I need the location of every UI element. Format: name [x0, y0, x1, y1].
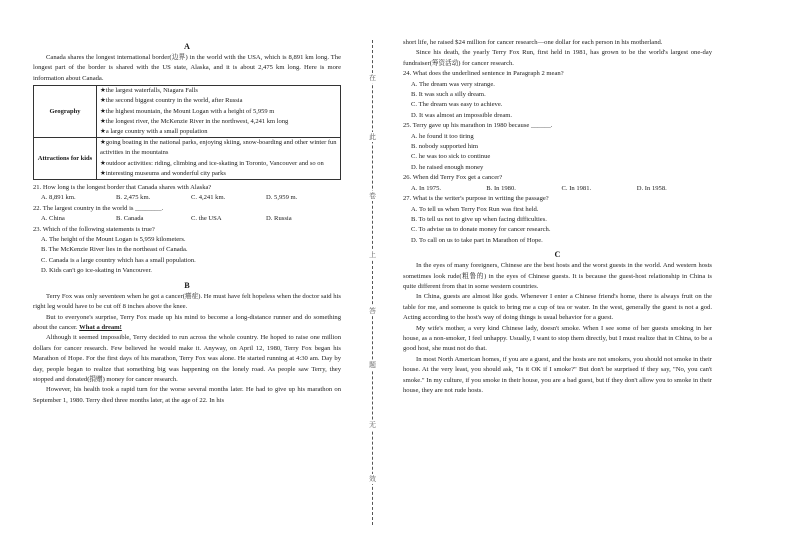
section-b-para1: Terry Fox was only seventeen when he got a cancer(癌症). He must have felt hopeless when the doctor said his right leg would have to be cut off 8 inches above the knee.: [33, 292, 341, 311]
option: D. he raised enough money: [411, 163, 484, 171]
option: C. Canada is a large country which has a small population.: [41, 256, 196, 264]
para2-text: But to everyone's surprise, Terry Fox made up his mind to become a long-distance runner and do something about the cancer.: [33, 313, 341, 331]
option: A. he found it too tiring: [411, 132, 474, 140]
option: A. 8,891 km.: [41, 194, 76, 202]
option: B. It was such a silly dream.: [411, 91, 486, 99]
section-c-para1: In the eyes of many foreigners, Chinese are the best hosts and the worst guests in the world. And western hosts sometimes look rude(粗鲁的) in the eyes of Chinese guests. It is because the guest-host relationship in China is quite different from that in some western countries.: [403, 262, 712, 290]
binding-char: 上: [369, 251, 376, 259]
binding-char: 答: [369, 307, 376, 315]
question-27: 27. What is the writer's purpose in writing the passage?: [403, 195, 549, 203]
binding-char: 无: [369, 421, 376, 429]
underlined-sentence: What a dream!: [79, 323, 122, 331]
question-22-options: [33, 214, 341, 224]
table-row-items: [97, 86, 341, 138]
option: D. It was almost an impossible dream.: [411, 111, 513, 119]
option: B. nobody supported him: [411, 143, 479, 151]
table-row-items: [97, 138, 341, 180]
section-b-para4: However, his health took a rapid turn for the worse several months later. He had to give up his marathon on September 1, 1980. Terry died three months later, at the age of 22. In his: [33, 386, 341, 404]
section-a-heading: A: [184, 42, 190, 51]
table-row-label: Attractions for kids: [34, 138, 97, 180]
binding-char: 在: [369, 74, 376, 82]
section-b-para3: Although it seemed impossible, Terry decided to run across the whole country. He hoped to raise one million dollars for cancer research. Few believed he would make it. Anyway, on April 12, 1980, Terry Fox began his Marathon of Hope. For the first days of his marathon, Terry Fox was alone. He started running at 4:30 am. Day by day, people began to realize that something big was happening on the lonely road. As people saw Terry, they stopped and donated(捐赠) money for cancer research.: [33, 334, 341, 383]
list-item: ★going boating in the national parks, enjoying skiing, snow-boarding and other winter fun activities in the mountains: [100, 139, 337, 157]
section-c-para3: My wife's mother, a very kind Chinese lady, doesn't smoke. When I see some of her guests smoking in her house, as a non-smoker, I feel unhappy. Usually, I want to stop them directly, but I must realize that in China, to be a good host, she must not do that.: [403, 324, 712, 353]
list-item: ★a large country with a small population: [100, 128, 208, 136]
question-21-options: [33, 193, 341, 203]
binding-char: 此: [369, 133, 376, 141]
right-column: [403, 38, 712, 396]
option: A. To tell us when Terry Fox Run was first held.: [411, 205, 539, 213]
option: D. Kids can't go ice-skating in Vancouver.: [41, 267, 152, 275]
option: D. In 1958.: [636, 184, 667, 192]
list-item: ★interesting museums and wonderful city parks: [100, 169, 226, 177]
option: A. China: [41, 215, 65, 223]
section-c-heading: C: [554, 250, 561, 260]
question-24: 24. What does the underlined sentence in Paragraph 2 mean?: [403, 70, 564, 78]
section-b-para2: [33, 313, 341, 334]
option: C. the USA: [191, 215, 222, 223]
left-column: [33, 38, 341, 406]
list-item: ★the highest mountain, the Mount Logan with a height of 5,959 m: [100, 107, 275, 115]
section-c-para2: In China, guests are almost like gods. Whenever I enter a Chinese friend's home, there is always fruit on the table for me, and someone is quick to bring me a cup of tea or water. In the west, generally the guest is not a god. Acting according to the host's way of doing things is usual behavior for a guest.: [403, 293, 712, 322]
list-item: ★the largest waterfalls, Niagara Falls: [100, 87, 198, 95]
option: D. 5,959 m.: [266, 194, 298, 202]
table-row: [34, 86, 341, 138]
list-item: ★outdoor activities: riding, climbing and ice-skating in Toronto, Vancouver and so on: [100, 159, 324, 167]
question-21: 21. How long is the longest border that Canada shares with Alaska?: [33, 184, 212, 192]
option: B. 2,475 km.: [116, 194, 151, 202]
section-a-intro: Canada shares the longest international border(边界) in the world with the USA, which is 8,891 km long. The longest part of the border is shared with the US state, Alaska, and it is about 2,475 km long. Here is more information about Canada.: [33, 54, 341, 82]
option: C. The dream was easy to achieve.: [411, 101, 503, 109]
option: A. In 1975.: [411, 184, 442, 192]
question-26-options: [403, 184, 712, 194]
binding-char: 题: [369, 361, 376, 369]
question-22: 22. The largest country in the world is ________.: [33, 204, 164, 212]
section-b-heading: B: [184, 280, 190, 290]
option: B. The McKenzie River lies in the northeast of Canada.: [41, 246, 188, 254]
option: A. The dream was very strange.: [411, 80, 495, 88]
question-25: 25. Terry gave up his marathon in 1980 because ______.: [403, 122, 553, 130]
option: D. Russia: [266, 215, 292, 223]
option: B. Canada: [116, 215, 144, 223]
section-c-para4: In most North American homes, if you are a guest, and the hosts are not smokers, you should not smoke in their house. At the very least, you should ask, "Is it OK if I smoke?" But don't be surprised if they say, "No, you can't smoke." In my culture, if you smoke in their house, you are a bad guest, but if they don't allow you to smoke in their house, they are not rude hosts.: [403, 355, 712, 394]
option: D. To call on us to take part in Marathon of Hope.: [411, 236, 543, 244]
option: A. The height of the Mount Logan is 5,959 kilometers.: [41, 236, 186, 244]
list-item: ★the longest river, the McKenzie River in the northwest, 4,241 km long: [100, 117, 289, 125]
option: C. he was too sick to continue: [411, 153, 491, 161]
option: B. In 1980.: [486, 184, 516, 192]
option: C. To advise us to donate money for cancer research.: [411, 226, 551, 234]
option: B. To tell us not to give up when facing difficulties.: [411, 215, 547, 223]
binding-char: 效: [369, 475, 376, 483]
table-row-label: Geography: [34, 86, 97, 138]
canada-info-table: [33, 85, 341, 180]
option: C. In 1981.: [561, 184, 592, 192]
section-b-continued: short life, he raised $24 million for cancer research—one dollar for each person in his motherland.: [403, 39, 663, 46]
list-item: ★the second biggest country in the world, after Russia: [100, 97, 243, 105]
option: C. 4,241 km.: [191, 194, 226, 202]
question-26: 26. When did Terry Fox get a cancer?: [403, 174, 503, 182]
table-row: [34, 138, 341, 180]
section-b-final-para: Since his death, the yearly Terry Fox Run, first held in 1981, has grown to be the world's largest one-day fundraiser(筹资活动) for cancer research.: [403, 49, 712, 67]
binding-char: 卷: [369, 192, 376, 200]
question-23: 23. Which of the following statements is true?: [33, 225, 155, 233]
binding-line: [372, 40, 373, 525]
